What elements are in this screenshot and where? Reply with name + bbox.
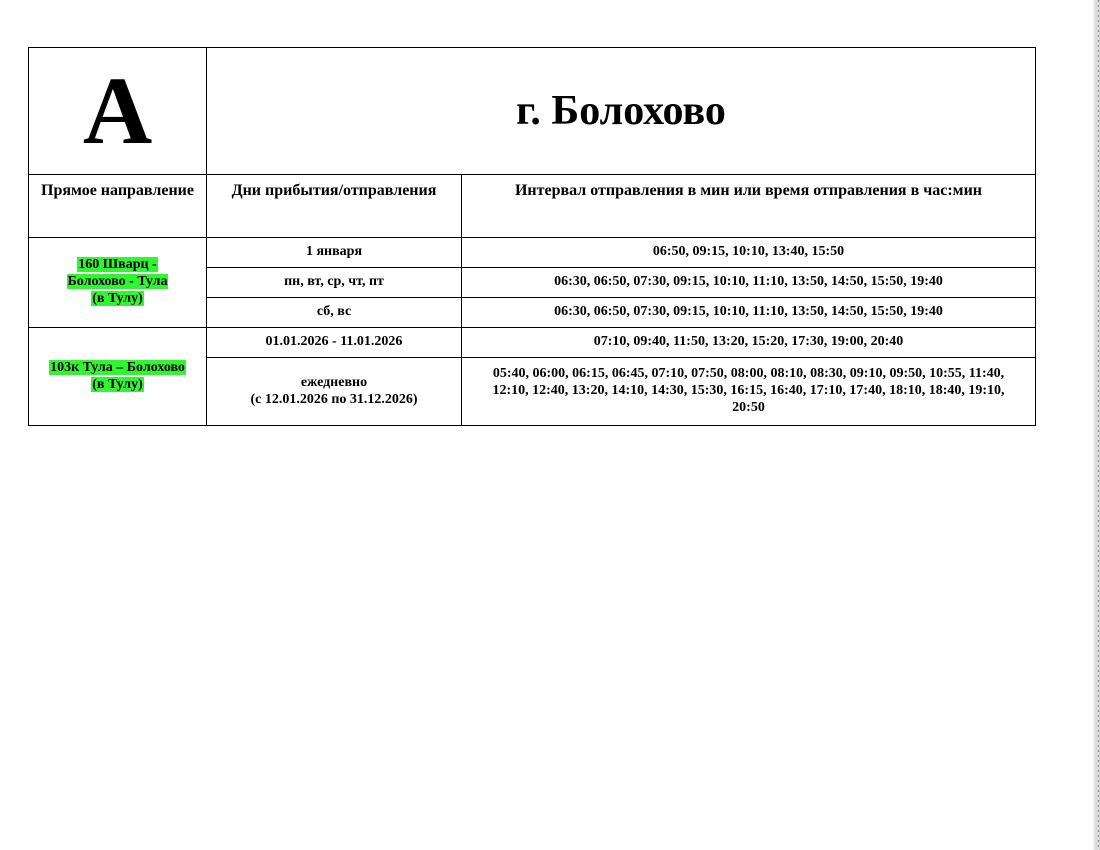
- route-highlight: Болохово - Тула: [67, 274, 168, 290]
- route-highlight: 160 Шварц -: [78, 257, 157, 273]
- times-cell: 06:50, 09:15, 10:10, 13:40, 15:50: [462, 238, 1036, 268]
- times-cell: 05:40, 06:00, 06:15, 06:45, 07:10, 07:50, 08:00, 08:10, 08:30, 09:10, 09:50, 10:55, 11:40, 12:10, 12:40, 13:20, 14:10, 14:30, 15:30, 16:15, 16:40, 17:10, 17:40, 18:10, 18:40, 19:10, 20:50: [462, 358, 1036, 426]
- times-cell: 06:30, 06:50, 07:30, 09:15, 10:10, 11:10, 13:50, 14:50, 15:50, 19:40: [462, 268, 1036, 298]
- title-row: [29, 48, 1036, 175]
- days-cell: сб, вс: [207, 298, 462, 328]
- days-range: (с 12.01.2026 по 31.12.2026): [250, 391, 418, 407]
- schedule-table: [28, 47, 1036, 426]
- days-line: ежедневно: [300, 374, 368, 390]
- stop-letter: А: [29, 48, 207, 175]
- route-highlight: 103к Тула – Болохово: [50, 359, 185, 375]
- table-row: [29, 328, 1036, 358]
- route-highlight: (в Тулу): [92, 290, 143, 306]
- days-cell: 1 января: [207, 238, 462, 268]
- header-direction: Прямое направление: [29, 175, 207, 238]
- times-cell: 07:10, 09:40, 11:50, 13:20, 15:20, 17:30, 19:00, 20:40: [462, 328, 1036, 358]
- page-edge: [1093, 0, 1100, 850]
- days-cell: пн, вт, ср, чт, пт: [207, 268, 462, 298]
- route-name-103k: [29, 328, 207, 426]
- header-days: Дни прибытия/отправления: [207, 175, 462, 238]
- table-row: [29, 238, 1036, 268]
- schedule-sheet: [28, 47, 1036, 426]
- route-name-160: [29, 238, 207, 328]
- stop-name: г. Болохово: [207, 48, 1036, 175]
- header-interval: Интервал отправления в мин или время отправления в час:мин: [462, 175, 1036, 238]
- days-cell: [207, 358, 462, 426]
- route-highlight: (в Тулу): [92, 376, 143, 392]
- header-row: [29, 175, 1036, 238]
- times-cell: 06:30, 06:50, 07:30, 09:15, 10:10, 11:10, 13:50, 14:50, 15:50, 19:40: [462, 298, 1036, 328]
- days-cell: 01.01.2026 - 11.01.2026: [207, 328, 462, 358]
